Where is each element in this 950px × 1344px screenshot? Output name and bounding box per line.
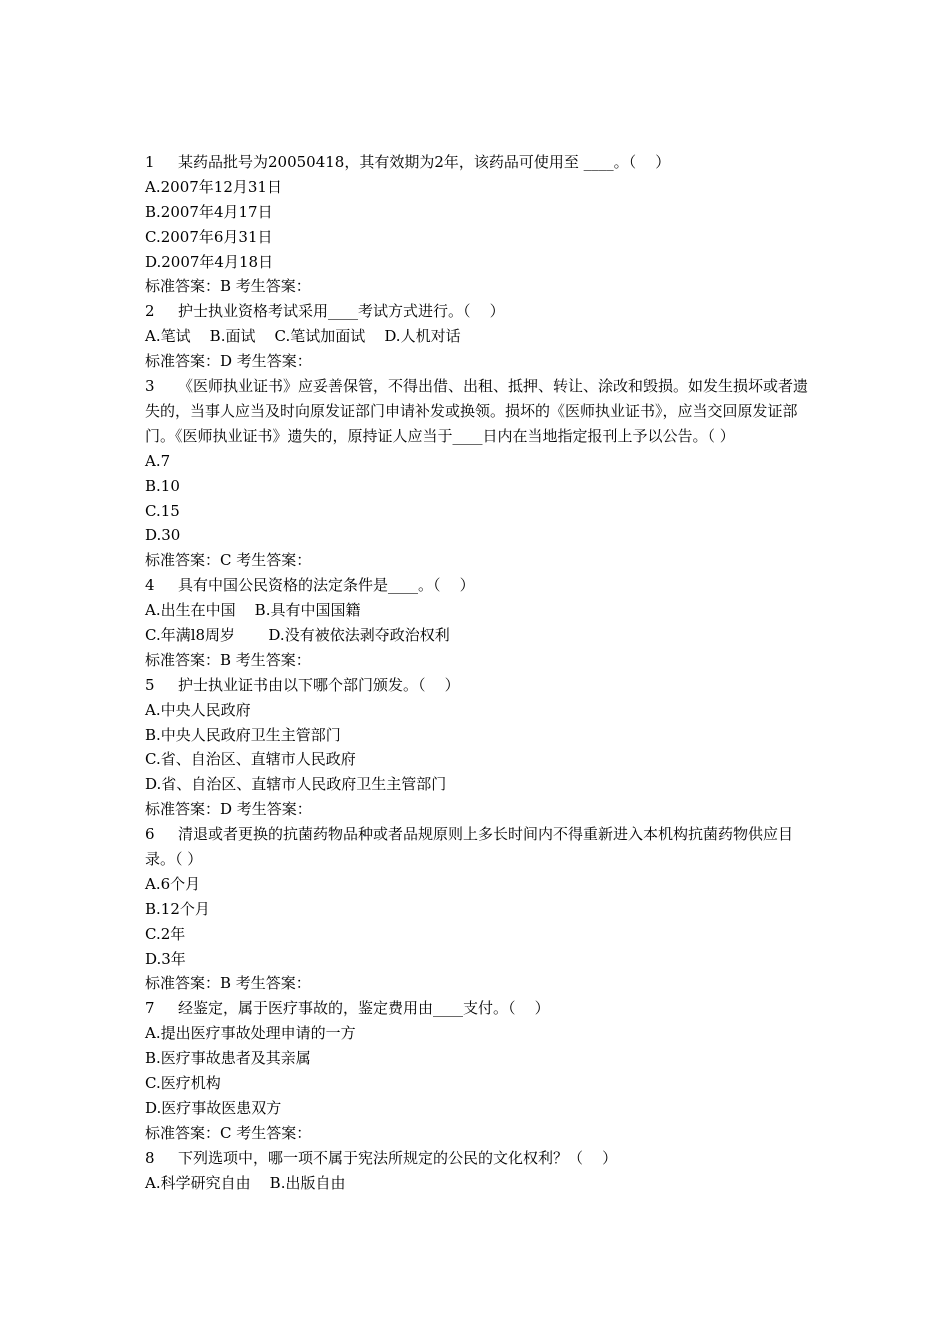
question-number: 7 — [145, 999, 155, 1018]
question-number: 8 — [145, 1148, 155, 1167]
question-stem — [145, 996, 810, 1021]
question-number: 2 — [145, 302, 155, 321]
question-text: 下列选项中，哪一项不属于宪法所规定的公民的文化权利？（ ） — [178, 1148, 618, 1167]
answer-option: B.10 — [145, 476, 180, 495]
question-text: 具有中国公民资格的法定条件是____。（ ） — [178, 576, 475, 595]
answer-option: A.中央人民政府 — [145, 700, 251, 719]
question-stem — [145, 1146, 810, 1171]
answer-option: D.3年 — [145, 949, 186, 968]
question-stem — [145, 573, 810, 598]
question-list — [145, 150, 810, 1195]
question-stem — [145, 673, 810, 698]
answer-option: A.7 — [145, 451, 171, 470]
answer-option: D.2007年4月18日 — [145, 252, 274, 271]
question-number: 3 — [145, 377, 155, 396]
answer-option: B.12个月 — [145, 899, 210, 918]
standard-answer: 标准答案：D 考生答案： — [145, 800, 312, 819]
question-stem — [145, 150, 810, 175]
question-number: 4 — [145, 576, 155, 595]
question-number: 1 — [145, 153, 155, 171]
question-text: 护士执业资格考试采用____考试方式进行。（ ） — [178, 302, 505, 321]
question-text: 经鉴定，属于医疗事故的，鉴定费用由____支付。（ ） — [178, 999, 550, 1018]
answer-option: A.提出医疗事故处理申请的一方 — [145, 1024, 356, 1043]
answer-option: D.30 — [145, 526, 181, 545]
question-number: 5 — [145, 675, 155, 694]
question-number: 6 — [145, 825, 155, 844]
answer-option: A.6个月 — [145, 874, 201, 893]
answer-option: C.2007年6月31日 — [145, 227, 273, 246]
answer-option: B.中央人民政府卫生主管部门 — [145, 725, 341, 744]
question-stem — [145, 299, 810, 324]
answer-option: A.出生在中国 B.具有中国国籍 — [145, 601, 361, 620]
answer-option: A.笔试 B.面试 C.笔试加面试 D.人机对话 — [145, 327, 461, 346]
answer-option: B.2007年4月17日 — [145, 202, 273, 221]
question-text: 清退或者更换的抗菌药物品种或者品规原则上多长时间内不得重新进入本机构抗菌药物供应目录。（ ） — [145, 825, 794, 868]
answer-option: C.2年 — [145, 924, 186, 943]
answer-option: C.15 — [145, 501, 180, 520]
standard-answer: 标准答案：B 考生答案： — [145, 277, 311, 296]
question-stem — [145, 822, 810, 872]
standard-answer: 标准答案：B 考生答案： — [145, 974, 311, 993]
question-text: 护士执业证书由以下哪个部门颁发。（ ） — [178, 675, 460, 694]
standard-answer: 标准答案：C 考生答案： — [145, 1123, 312, 1142]
standard-answer: 标准答案：D 考生答案： — [145, 352, 312, 371]
answer-option: D.省、自治区、直辖市人民政府卫生主管部门 — [145, 775, 447, 794]
answer-option: D.医疗事故医患双方 — [145, 1098, 282, 1117]
answer-option: C.省、自治区、直辖市人民政府 — [145, 750, 356, 769]
answer-option: B.医疗事故患者及其亲属 — [145, 1049, 311, 1068]
answer-option: C.医疗机构 — [145, 1074, 221, 1093]
answer-option: C.年满l8周岁 D.没有被依法剥夺政治权利 — [145, 625, 450, 644]
standard-answer: 标准答案：B 考生答案： — [145, 650, 311, 669]
question-text: 《医师执业证书》应妥善保管，不得出借、出租、抵押、转让、涂改和毁损。如发生损坏或者遗失的，当事人应当及时向原发证部门申请补发或换领。损坏的《医师执业证书》，应当交回原发证部门。《医师执业证书》遗失的，原持证人应当于____日内在当地指定报刊上予以公告。（ ） — [145, 377, 809, 445]
answer-option: A.2007年12月31日 — [145, 177, 282, 196]
question-text: 某药品批号为20050418，其有效期为2年，该药品可使用至 ____。（ ） — [178, 153, 671, 171]
answer-option: A.科学研究自由 B.出版自由 — [145, 1173, 346, 1192]
question-stem — [145, 374, 810, 449]
standard-answer: 标准答案：C 考生答案： — [145, 551, 312, 570]
